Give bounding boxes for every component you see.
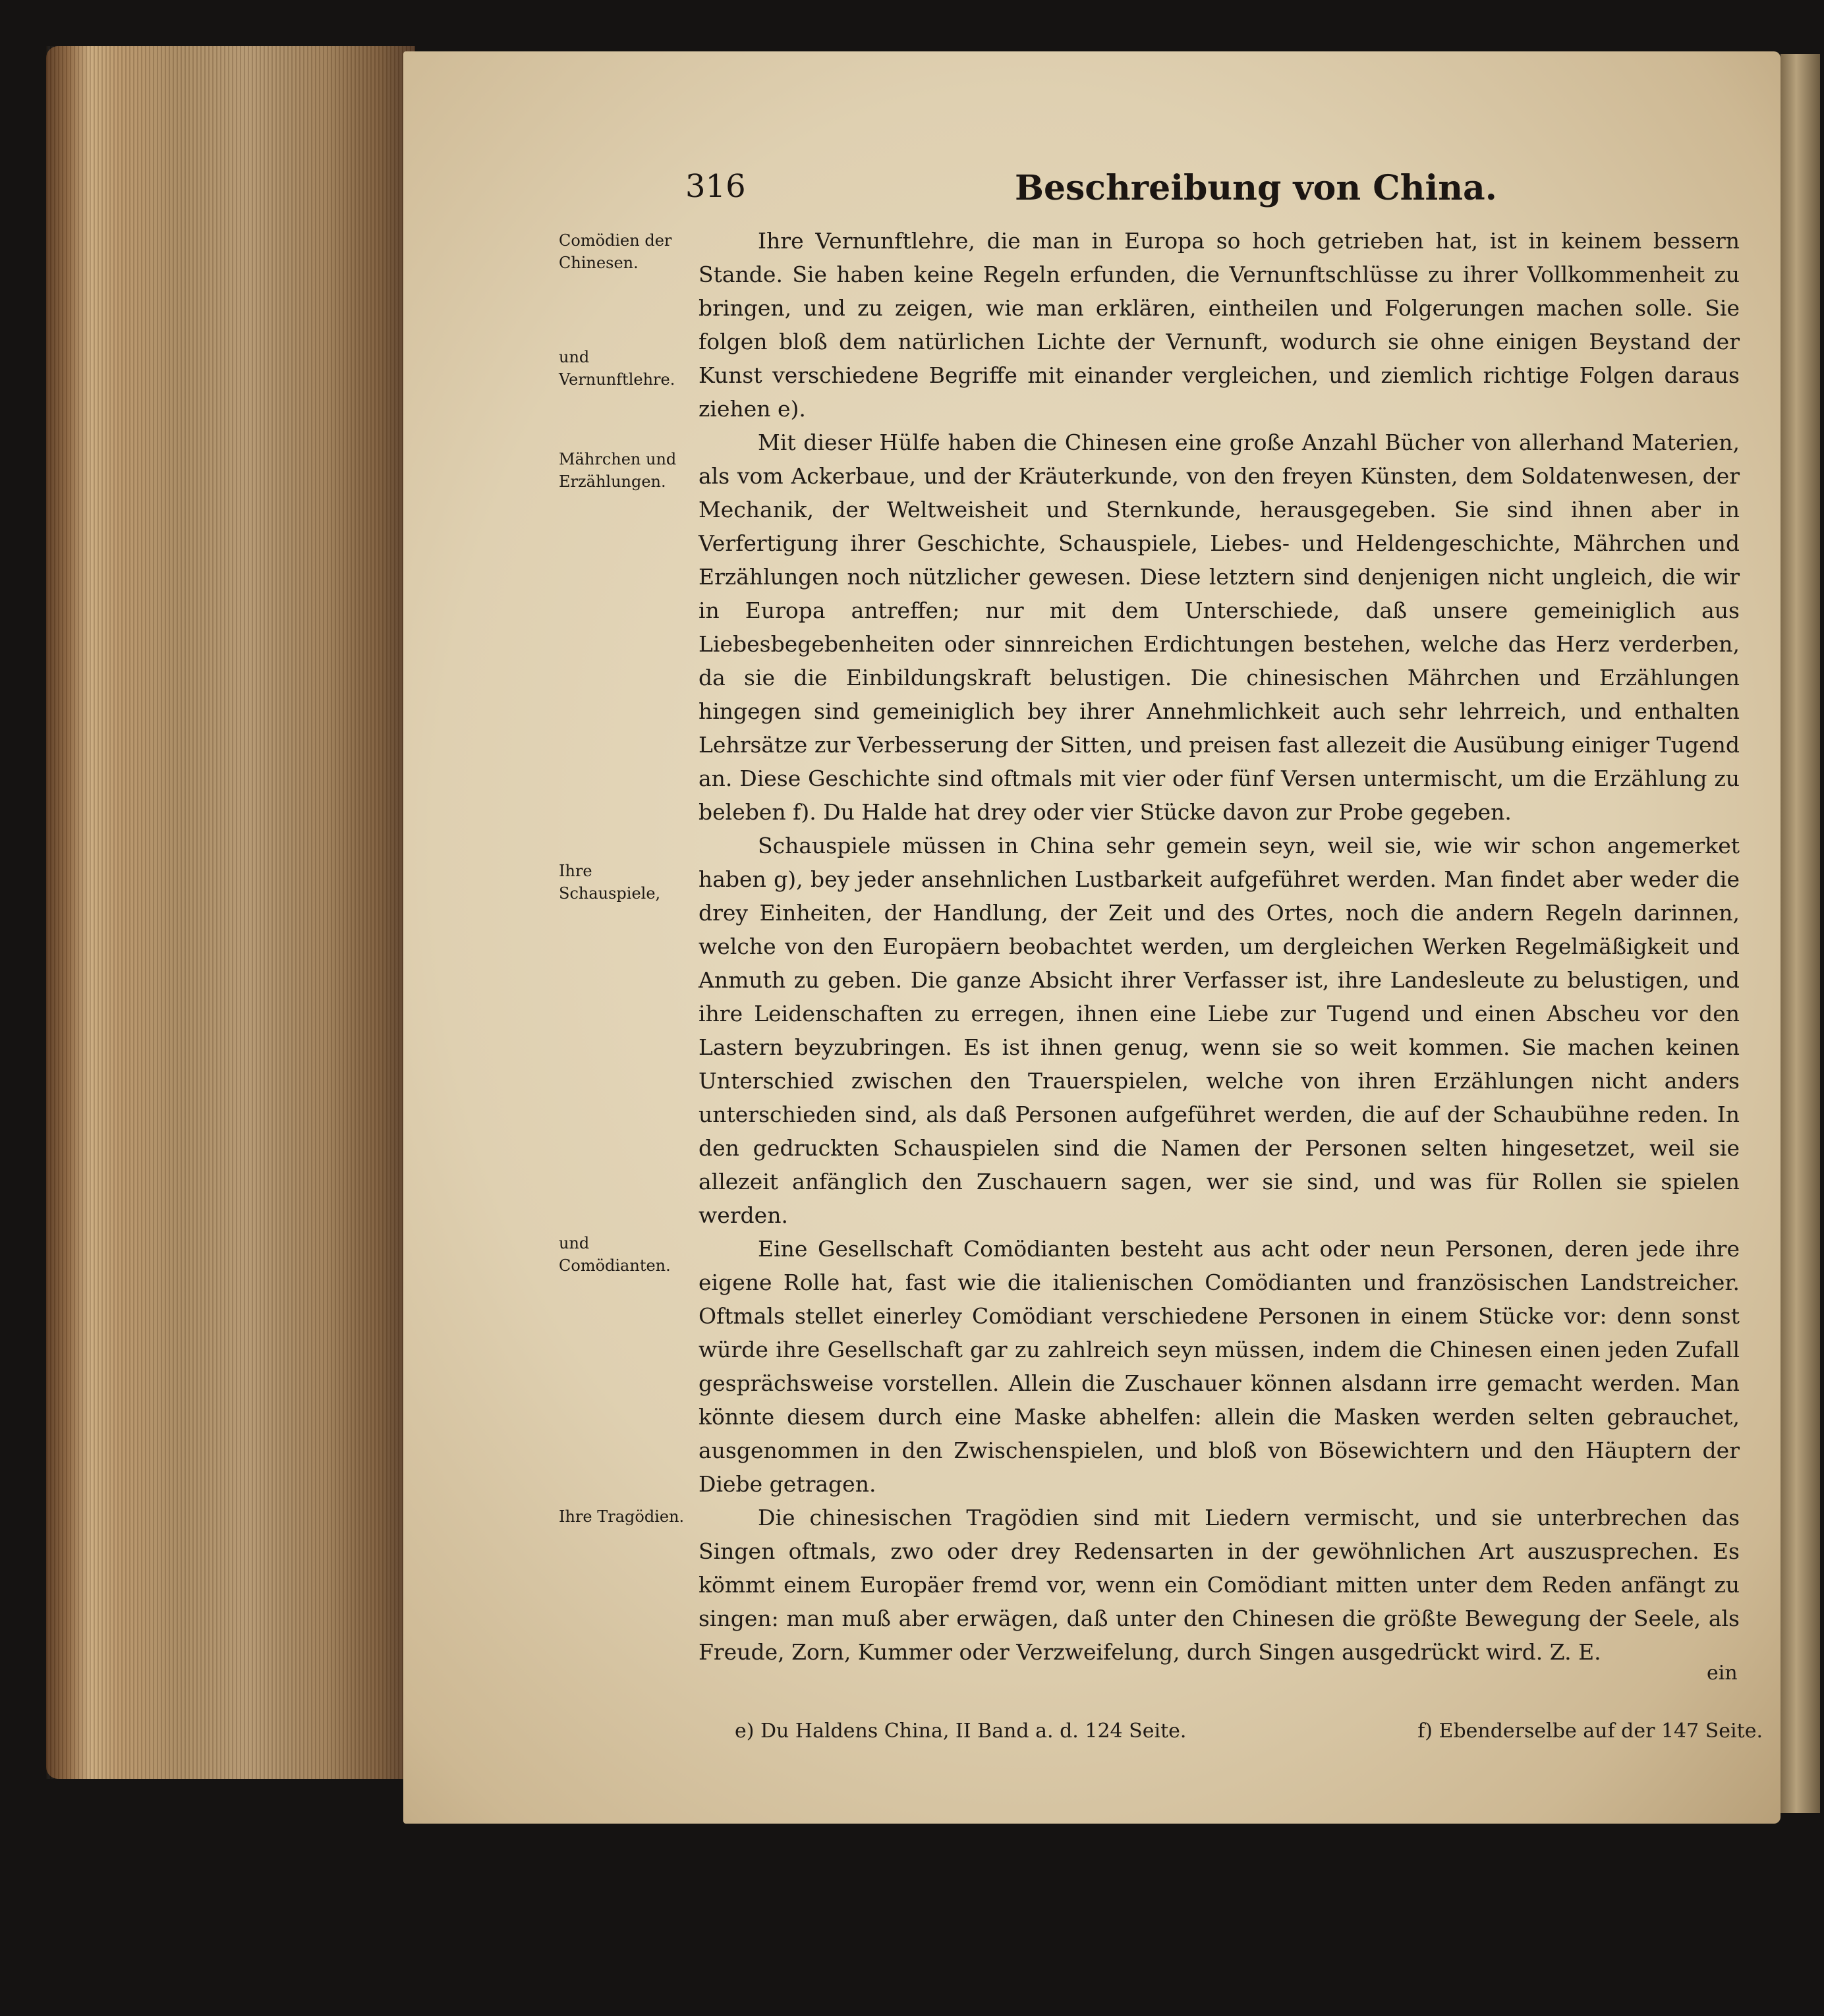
running-title: Beschreibung von China. <box>1015 168 1497 208</box>
book-page-edges <box>46 46 415 1779</box>
margin-note-maehrchen: Mährchen und Erzählungen. <box>559 450 677 491</box>
footnotes <box>735 1720 1763 1743</box>
margin-note-vernunftlehre: und Vernunftlehre. <box>559 348 675 389</box>
margin-note-tragoedien: Ihre Tragödien. <box>559 1507 685 1526</box>
paragraph: Mit dieser Hülfe haben die Chinesen eine große Anzahl Bücher von allerhand Materien, als vom Ackerbaue, und der Kräuterkunde, von den freyen Künsten, dem Soldatenwesen, der Mechanik, der Weltweisheit und Sternkunde, herausgegeben. Sie sind ihnen aber in Verfertigung ihrer Geschichte, Schauspiele, Liebes- und Heldengeschichte, Mährchen und Erzählungen noch nützlicher gewesen. Diese letztern sind denjenigen nicht ungleich, die wir in Europa antreffen; nur mit dem Unterschiede, daß unsere gemeiniglich aus Liebesbegebenheiten oder sinnreichen Erdichtungen bestehen, welche das Herz verderben, da sie die Einbildungskraft belustigen. Die chinesischen Mährchen und Erzählungen hingegen sind gemeiniglich bey ihrer Annehmlichkeit auch sehr lehrreich, und enthalten Lehrsätze zur Verbesserung der Sitten, und preisen fast allezeit die Ausübung einiger Tugend an. Diese Geschichte sind oftmals mit vier oder fünf Versen untermischt, um die Erzählung zu beleben f). Du Halde hat drey oder vier Stücke davon zur Probe gegeben. <box>698 430 1740 825</box>
page-number: 316 <box>685 168 746 205</box>
main-text <box>698 224 1740 1669</box>
paragraph: Schauspiele müssen in China sehr gemein seyn, weil sie, wie wir schon angemerket haben g), bey jeder ansehnlichen Lustbarkeit aufgeführet werden. Man findet aber weder die drey Einheiten, der Handlung, der Zeit und des Ortes, noch die andern Regeln darinnen, welche von den Europäern beobachtet werden, um dergleichen Werken Regelmäßigkeit und Anmuth zu geben. Die ganze Absicht ihrer Verfasser ist, ihre Landesleute zu belustigen, und ihre Leidenschaften zu erregen, ihnen eine Liebe zur Tugend und einen Abscheu vor den Lastern beyzubringen. Es ist ihnen genug, wenn sie so weit kommen. Sie machen keinen Unterschied zwischen den Trauerspielen, welche von ihren Erzählungen nicht anders unterschieden sind, als daß Personen aufgeführet werden, die auf der Schaubühne reden. In den gedruckten Schauspielen sind die Namen der Personen selten hingesetzet, weil sie allezeit anfänglich den Zuschauern sagen, wer sie sind, und was für Rollen sie spielen werden. <box>698 833 1740 1228</box>
paragraph: Ihre Vernunftlehre, die man in Europa so hoch getrieben hat, ist in keinem bessern Stande. Sie haben keine Regeln erfunden, die Vernunftschlüsse zu ihrer Vollkommenheit zu bringen, und zu zeigen, wie man erklären, eintheilen und Folgerungen machen solle. Sie folgen bloß dem natürlichen Lichte der Vernunft, wodurch sie ohne einigen Beystand der Kunst verschiedene Begriffe mit einander vergleichen, und ziemlich richtige Folgen daraus ziehen e). <box>698 228 1740 422</box>
paragraph: Die chinesischen Tragödien sind mit Liedern vermischt, und sie unterbrechen das Singen oftmals, zwo oder drey Redensarten in der gewöhnlichen Art auszusprechen. Es kömmt einem Europäer fremd vor, wenn ein Comödiant mitten unter dem Reden anfängt zu singen: man muß aber erwägen, daß unter den Chinesen die größte Bewegung der Seele, als Freude, Zorn, Kummer oder Verzweifelung, durch Singen ausgedrückt wird. Z. E. <box>698 1505 1740 1665</box>
margin-note-schauspiele: Ihre Schauspiele, <box>559 862 661 903</box>
footnote-f: f) Ebenderselbe auf der 147 Seite. <box>1417 1720 1763 1743</box>
catchword: ein <box>1707 1662 1738 1685</box>
margin-note-comoedien: Comödien der Chinesen. <box>559 231 672 272</box>
facing-page-edge <box>1781 54 1820 1813</box>
margin-note-comoedianten: und Comödianten. <box>559 1234 671 1275</box>
paragraph: Eine Gesellschaft Comödianten besteht aus acht oder neun Personen, deren jede ihre eigene Rolle hat, fast wie die italienischen Comödianten und französischen Landstreicher. Oftmals stellet einerley Comödiant verschiedene Personen in einem Stücke vor: denn sonst würde ihre Gesellschaft gar zu zahlreich seyn müssen, indem die Chinesen einen jeden Zufall gesprächsweise vorstellen. Allein die Zuschauer können alsdann irre gemacht werden. Man könnte diesem durch eine Maske abhelfen: allein die Masken werden selten gebrauchet, ausgenommen in den Zwischenspielen, und bloß von Bösewichtern und den Häuptern der Diebe getragen. <box>698 1236 1740 1497</box>
footnote-e: e) Du Haldens China, II Band a. d. 124 Seite. <box>735 1720 1187 1743</box>
